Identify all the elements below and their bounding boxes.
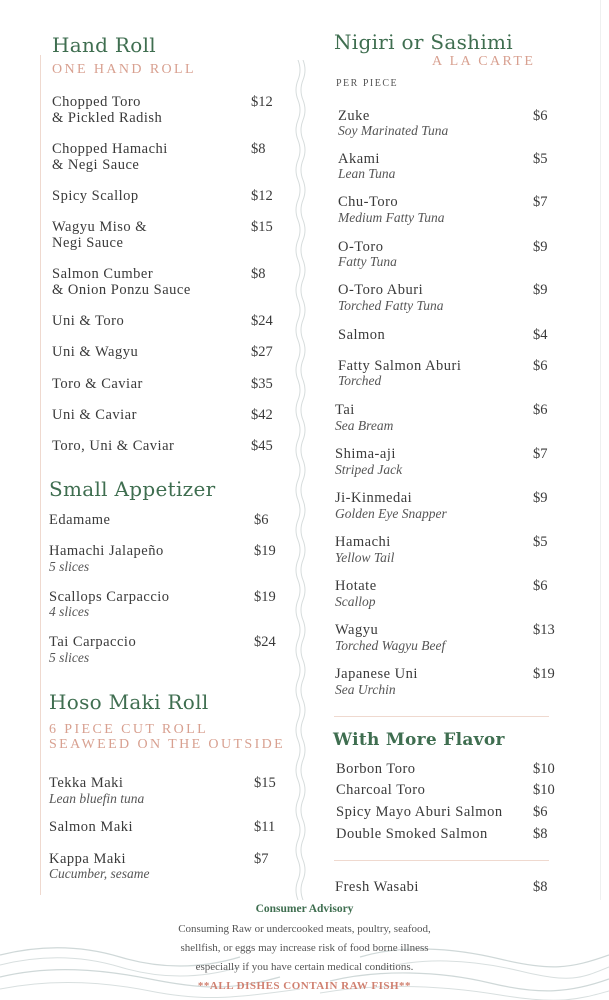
menu-item-name: Japanese Uni [335, 666, 418, 682]
menu-item-name: O-Toro [338, 239, 384, 255]
nigiri-title: Nigiri or Sashimi [334, 30, 513, 54]
menu-item-name: Fatty Salmon Aburi [338, 358, 462, 374]
menu-item-price: $11 [254, 819, 276, 835]
menu-item-desc: Fatty Tuna [338, 254, 397, 269]
right-edge-rule [600, 0, 601, 900]
menu-item-name: Uni & Toro [52, 313, 125, 329]
menu-item-name: Wagyu Miso & Negi Sauce [52, 219, 148, 251]
menu-item-name: Akami [338, 151, 380, 167]
menu-item-price: $4 [533, 327, 548, 343]
nigiri-subtitle: A LA CARTE [432, 54, 536, 69]
center-wave-divider [293, 60, 309, 900]
menu-item-price: $6 [533, 358, 548, 374]
menu-item-name: Uni & Caviar [52, 407, 137, 423]
menu-item-price: $10 [533, 782, 555, 798]
menu-item-name: Shima-aji [335, 446, 396, 462]
menu-item-desc: Soy Marinated Tuna [338, 123, 449, 138]
menu-item-price: $6 [533, 578, 548, 594]
hand-roll-title: Hand Roll [52, 33, 156, 57]
menu-item-price: $45 [251, 438, 273, 454]
menu-item-price: $19 [254, 589, 276, 605]
menu-item-price: $15 [254, 775, 276, 791]
menu-item-name: Charcoal Toro [336, 782, 426, 798]
menu-item-price: $5 [533, 534, 548, 550]
menu-item-name: Zuke [338, 108, 370, 124]
menu-item-desc: Scallop [335, 594, 376, 609]
advisory-line: especially if you have certain medical conditions. [195, 961, 414, 973]
menu-item-price: $15 [251, 219, 273, 235]
menu-item-price: $24 [251, 313, 273, 329]
menu-item-price: $6 [533, 108, 548, 124]
menu-item-name: Toro, Uni & Caviar [52, 438, 175, 454]
menu-item-desc: Torched Wagyu Beef [335, 638, 446, 653]
menu-item-price: $19 [533, 666, 555, 682]
menu-item-name: Hamachi [335, 534, 391, 550]
menu-item-name: Hotate [335, 578, 377, 594]
menu-item-name: Spicy Scallop [52, 188, 139, 204]
menu-item-name: Fresh Wasabi [335, 879, 419, 895]
menu-item-name: Tai Carpaccio [49, 634, 137, 650]
menu-item-name: Chopped Toro & Pickled Radish [52, 94, 163, 126]
menu-item-desc: Cucumber, sesame [49, 866, 150, 881]
menu-item-name: O-Toro Aburi [338, 282, 424, 298]
menu-item-price: $12 [251, 94, 273, 110]
menu-item-price: $9 [533, 490, 548, 506]
small-appetizer-title: Small Appetizer [49, 477, 216, 501]
menu-item-price: $5 [533, 151, 548, 167]
menu-item-price: $6 [254, 512, 269, 528]
raw-fish-warning: **ALL DISHES CONTAIN RAW FISH** [197, 980, 412, 992]
advisory-line: shellfish, or eggs may increase risk of food borne illness [180, 942, 429, 954]
menu-item-name: Hamachi Jalapeño [49, 543, 164, 559]
more-flavor-title: With More Flavor [333, 730, 505, 750]
menu-item-name: Salmon Maki [49, 819, 134, 835]
menu-item-price: $9 [533, 282, 548, 298]
menu-item-price: $8 [533, 826, 548, 842]
menu-item-desc: Sea Bream [335, 418, 394, 433]
menu-item-price: $24 [254, 634, 276, 650]
hoso-maki-subtitle: SEAWEED ON THE OUTSIDE [49, 737, 286, 752]
menu-item-desc: Golden Eye Snapper [335, 506, 447, 521]
menu-item-name: Kappa Maki [49, 851, 127, 867]
menu-item-desc: 5 slices [49, 559, 90, 574]
menu-item-price: $7 [533, 446, 548, 462]
divider [334, 716, 549, 717]
menu-item-price: $6 [533, 804, 548, 820]
hoso-maki-subtitle: 6 PIECE CUT ROLL [49, 722, 209, 737]
hand-roll-subtitle: ONE HAND ROLL [52, 62, 196, 77]
menu-item-name: Tekka Maki [49, 775, 124, 791]
per-piece-label: PER PIECE [336, 78, 399, 89]
menu-item-name: Spicy Mayo Aburi Salmon [336, 804, 503, 820]
advisory-line: Consuming Raw or undercooked meats, poultry, seafood, [178, 923, 431, 935]
menu-item-desc: Striped Jack [335, 462, 403, 477]
menu-item-desc: 4 slices [49, 604, 90, 619]
menu-item-price: $19 [254, 543, 276, 559]
menu-item-name: Salmon [338, 327, 386, 343]
menu-item-price: $42 [251, 407, 273, 423]
menu-item-price: $8 [251, 141, 266, 157]
left-section-rule [40, 55, 41, 895]
menu-item-name: Borbon Toro [336, 761, 416, 777]
menu-item-name: Toro & Caviar [52, 376, 143, 392]
menu-item-name: Double Smoked Salmon [336, 826, 488, 842]
menu-item-name: Ji-Kinmedai [335, 490, 413, 506]
menu-item-name: Chu-Toro [338, 194, 399, 210]
menu-item-price: $13 [533, 622, 555, 638]
menu-item-price: $27 [251, 344, 273, 360]
menu-item-desc: 5 slices [49, 650, 90, 665]
menu-item-desc: Sea Urchin [335, 682, 396, 697]
menu-item-price: $7 [254, 851, 269, 867]
menu-item-name: Scallops Carpaccio [49, 589, 170, 605]
menu-item-desc: Torched [338, 373, 382, 388]
hoso-maki-title: Hoso Maki Roll [49, 690, 209, 714]
menu-item-name: Edamame [49, 512, 111, 528]
advisory-title: Consumer Advisory [255, 903, 354, 915]
menu-item-price: $10 [533, 761, 555, 777]
menu-item-price: $7 [533, 194, 548, 210]
menu-item-name: Tai [335, 402, 355, 418]
menu-item-price: $8 [251, 266, 266, 282]
menu-item-price: $8 [533, 879, 548, 895]
menu-item-desc: Yellow Tail [335, 550, 395, 565]
menu-item-price: $6 [533, 402, 548, 418]
menu-item-desc: Lean Tuna [338, 166, 396, 181]
menu-item-price: $12 [251, 188, 273, 204]
menu-item-desc: Medium Fatty Tuna [338, 210, 445, 225]
divider [334, 860, 549, 861]
menu-item-name: Chopped Hamachi & Negi Sauce [52, 141, 168, 173]
menu-item-desc: Torched Fatty Tuna [338, 298, 444, 313]
menu-item-name: Wagyu [335, 622, 379, 638]
menu-item-price: $9 [533, 239, 548, 255]
menu-item-desc: Lean bluefin tuna [49, 791, 145, 806]
menu-item-price: $35 [251, 376, 273, 392]
menu-item-name: Uni & Wagyu [52, 344, 139, 360]
menu-item-name: Salmon Cumber & Onion Ponzu Sauce [52, 266, 191, 298]
